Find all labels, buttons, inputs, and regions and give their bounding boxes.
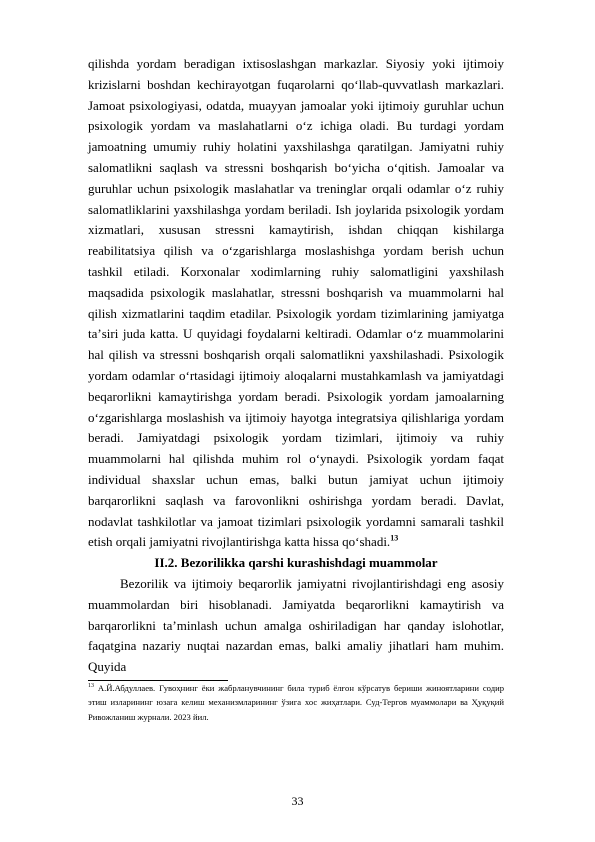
- body-paragraph: qilishda yordam beradigan ixtisoslashgan markazlar. Siyosiy yoki ijtimoiy krizislarni boshdan kechirayotgan fuqarolarni qoʻllab-quvvatlash markazlari. Jamoat psixologiyasi, odatda, muayyan jamoalar yoki ijtimoiy guruhlar uchun psixologik yordam va maslahatlarni oʻz ichiga oladi. Bu turdagi yordam jamoatning umumiy ruhiy holatini yaxshilashga qaratilgan. Jamiyatni ruhiy salomatlikni saqlash va stressni boshqarish boʻyicha oʻqitish. Jamoalar va guruhlar uchun psixologik maslahatlar va treninglar orqali odamlar oʻz ruhiy salomatliklarini yaxshilashga yordam beriladi. Ish joylarida psixologik yordam xizmatlari, xususan stressni kamaytirish, ishdan chiqqan kishilarga reabilitatsiya qilish va oʻzgarishlarga moslashishga yordam berish uchun tashkil etiladi. Korxonalar xodimlarning ruhiy salomatligini yaxshilash maqsadida psixologik maslahatlar, stressni boshqarish va muammolarni hal qilish xizmatlarini taqdim etadilar. Psixologik yordam tizimlarining jamiyatga taʼsiri juda katta. U quyidagi foydalarni keltiradi. Odamlar oʻz muammolarini hal qilish va stressni boshqarish orqali salomatlikni yaxshilashadi. Psixologik yordam odamlar oʻrtasidagi ijtimoiy aloqalarni mustahkamlash va jamiyatdagi beqarorlikni kamaytirishga yordam beradi. Psixologik yordam jamoalarning oʻzgarishlarga moslashish va ijtimoiy hayotga integratsiya qilishlariga yordam beradi. Jamiyatdagi psixologik yordam tizimlari, ijtimoiy va ruhiy muammolarni hal qilishda muhim rol oʻynaydi. Psixologik yordam faqat individual shaxslar uchun emas, balki butun jamiyat uchun ijtimoiy barqarorlikni saqlash va farovonlikni oshirishga yordam beradi. Davlat, nodavlat tashkilotlar va jamoat tizimlari psixologik yordamni samarali tashkil etish orqali jamiyatni rivojlantirishga katta hissa qoʻshadi.$^{13}$: [88, 56, 504, 550]
- document-page: [88, 54, 504, 724]
- footnote-text: А.Й.Абдуллаев. Гувоҳнинг ёки жабрланувчининг била туриб ёлғон кўрсатув бериши жиноятларини содир этиш изларининг юзага келиш механизмларининг ўзига хос жиҳатлари. Суд-Тергов муаммолари ва Ҳуқуқий Ривожланиш журнали. 2023 йил.: [88, 682, 504, 722]
- section-heading: II.2. Bezorilikka qarshi kurashishdagi muammolar: [154, 555, 438, 571]
- footnote-number: 13: [88, 683, 94, 690]
- footnote-reference[interactable]: 13: [390, 534, 399, 543]
- page-number: 33: [291, 794, 304, 808]
- body-paragraph-2: Bezorilik va ijtimoiy beqarorlik jamiyatni rivojlantirishdagi eng asosiy muammolardan biri hisoblanadi. Jamiyatda beqarorlikni kamaytirish va barqarorlikni taʼminlash uchun amalga oshiriladigan har qanday islohotlar, faqatgina nazariy nuqtai nazardan emas, balki amaliy jihatlari ham muhim. Quyida: [88, 575, 504, 675]
- footnote: [88, 681, 504, 724]
